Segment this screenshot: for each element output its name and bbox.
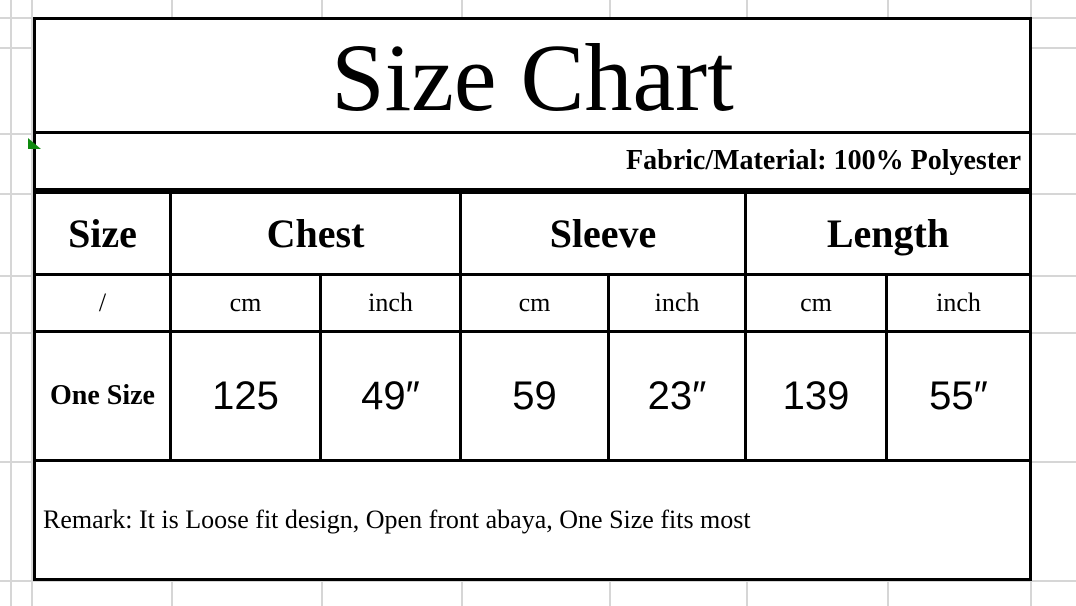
data-cell-chest-cm: 125 bbox=[172, 333, 322, 462]
unit-cell: cm bbox=[172, 276, 322, 333]
unit-cell: / bbox=[36, 276, 172, 333]
unit-cell: cm bbox=[747, 276, 888, 333]
fabric-material-note: Fabric/Material: 100% Polyester bbox=[36, 134, 1029, 194]
column-header-sleeve: Sleeve bbox=[462, 194, 747, 276]
unit-cell: cm bbox=[462, 276, 610, 333]
unit-cell: inch bbox=[610, 276, 747, 333]
unit-cell: inch bbox=[322, 276, 462, 333]
unit-cell: inch bbox=[888, 276, 1029, 333]
data-cell-sleeve-cm: 59 bbox=[462, 333, 610, 462]
grid-line bbox=[10, 0, 12, 606]
row-label-one-size: One Size bbox=[36, 333, 172, 462]
data-cell-chest-inch: 49″ bbox=[322, 333, 462, 462]
column-header-size: Size bbox=[36, 194, 172, 276]
size-chart-table bbox=[33, 17, 1032, 581]
column-header-length: Length bbox=[747, 194, 1029, 276]
remark-note: Remark: It is Loose fit design, Open front abaya, One Size fits most bbox=[43, 505, 751, 534]
data-cell-length-inch: 55″ bbox=[888, 333, 1029, 462]
data-cell-length-cm: 139 bbox=[747, 333, 888, 462]
column-header-chest: Chest bbox=[172, 194, 462, 276]
data-cell-sleeve-inch: 23″ bbox=[610, 333, 747, 462]
page-title: Size Chart bbox=[36, 20, 1029, 134]
